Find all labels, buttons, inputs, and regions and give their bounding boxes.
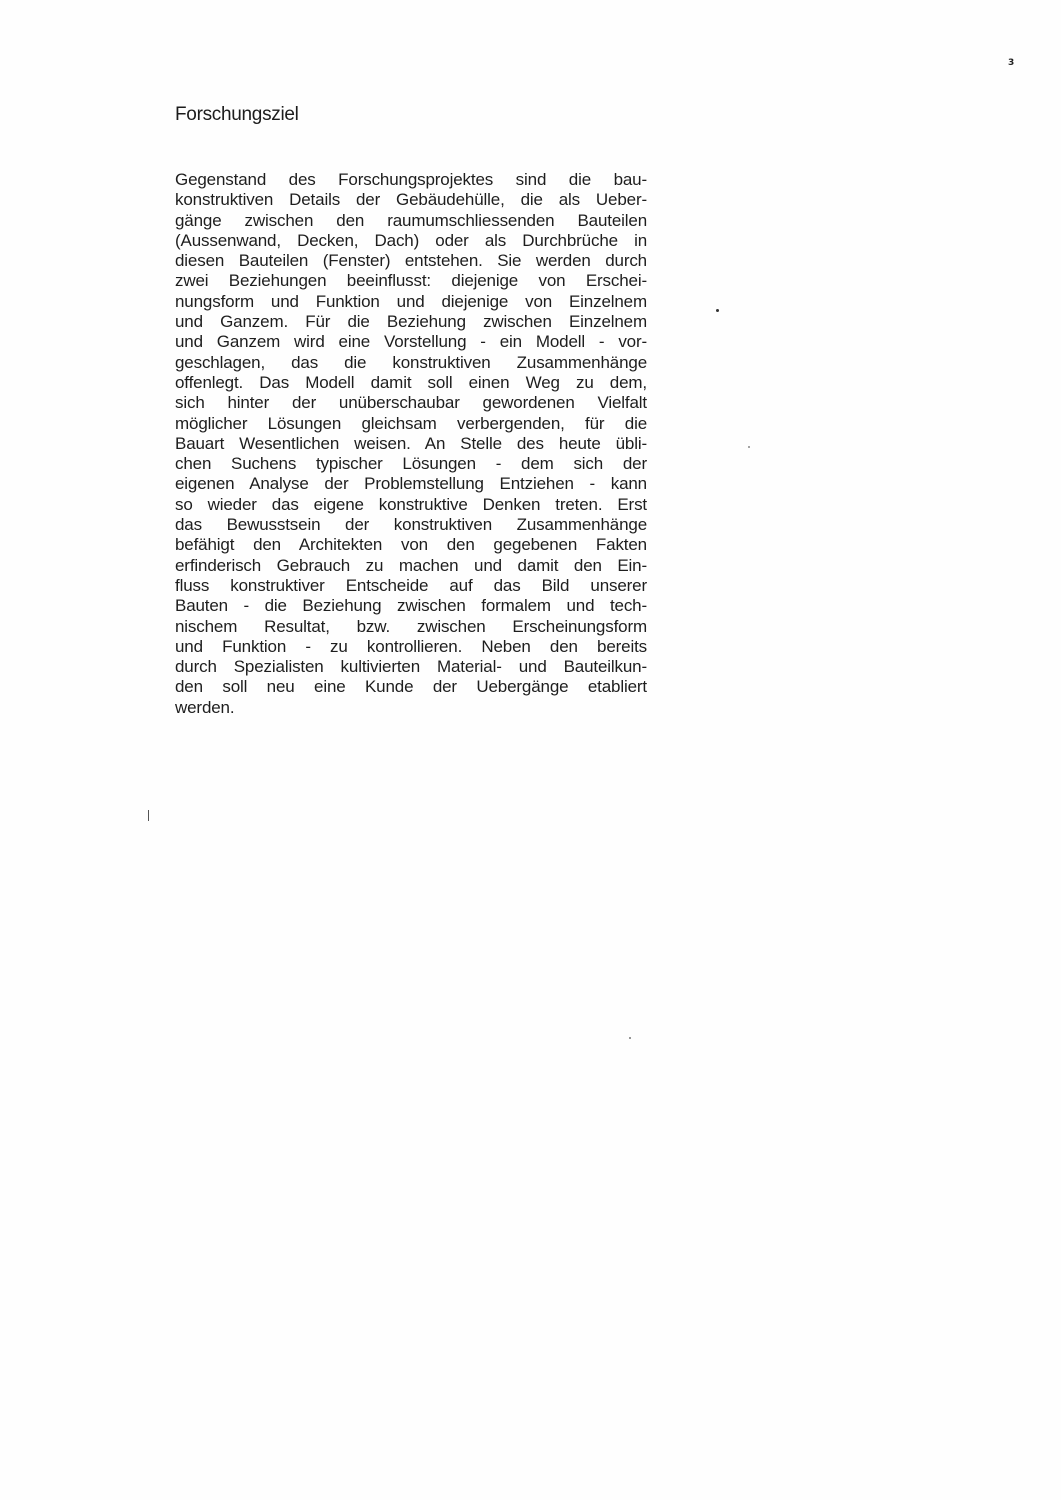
paragraph-line: diesen Bauteilen (Fenster) entstehen. Sie werden durch bbox=[175, 251, 647, 271]
paragraph-line: Bauten - die Beziehung zwischen formalem und tech- bbox=[175, 596, 647, 616]
paragraph-line: nungsform und Funktion und diejenige von Einzelnem bbox=[175, 291, 647, 311]
paragraph-line: und Funktion - zu kontrollieren. Neben den bereits bbox=[175, 636, 647, 656]
paragraph-line: zwei Beziehungen beeinflusst: diejenige von Erschei- bbox=[175, 271, 647, 291]
paragraph-line: konstruktiven Details der Gebäudehülle, die als Ueber- bbox=[175, 190, 647, 210]
margin-mark bbox=[148, 810, 149, 821]
paragraph-line: eigenen Analyse der Problemstellung Entziehen - kann bbox=[175, 474, 647, 494]
paragraph-line: fluss konstruktiver Entscheide auf das Bild unserer bbox=[175, 575, 647, 595]
paragraph-line: so wieder das eigene konstruktive Denken treten. Erst bbox=[175, 494, 647, 514]
paragraph-line: und Ganzem. Für die Beziehung zwischen Einzelnem bbox=[175, 312, 647, 332]
paragraph-line: Gegenstand des Forschungsprojektes sind die bau- bbox=[175, 170, 647, 189]
paragraph-line: Bauart Wesentlichen weisen. An Stelle des heute übli- bbox=[175, 433, 647, 453]
paragraph-line: nischem Resultat, bzw. zwischen Erscheinungsform bbox=[175, 616, 647, 636]
paragraph-line: chen Suchens typischer Lösungen - dem sich der bbox=[175, 454, 647, 474]
paragraph-line: das Bewusstsein der konstruktiven Zusammenhänge bbox=[175, 515, 647, 535]
paragraph-line: den soll neu eine Kunde der Uebergänge etabliert bbox=[175, 677, 647, 697]
page-number: 3 bbox=[1008, 58, 1015, 68]
paragraph-line: geschlagen, das die konstruktiven Zusammenhänge bbox=[175, 352, 647, 372]
paragraph-line: befähigt den Architekten von den gegebenen Fakten bbox=[175, 535, 647, 555]
scan-speck bbox=[716, 309, 719, 312]
body-paragraph bbox=[175, 170, 647, 718]
paragraph-line: und Ganzem wird eine Vorstellung - ein Modell - vor- bbox=[175, 332, 647, 352]
paragraph-line: erfinderisch Gebrauch zu machen und damit den Ein- bbox=[175, 555, 647, 575]
paragraph-line: gänge zwischen den raumumschliessenden Bauteilen bbox=[175, 210, 647, 230]
paragraph-line: möglicher Lösungen gleichsam verbergenden, für die bbox=[175, 413, 647, 433]
paragraph-line: (Aussenwand, Decken, Dach) oder als Durchbrüche in bbox=[175, 230, 647, 250]
paragraph-line: durch Spezialisten kultivierten Material- und Bauteilkun- bbox=[175, 657, 647, 677]
section-heading: Forschungsziel bbox=[175, 104, 299, 125]
scan-speck bbox=[748, 446, 750, 448]
scan-speck bbox=[629, 1037, 631, 1039]
paragraph-line: sich hinter der unüberschaubar gewordenen Vielfalt bbox=[175, 393, 647, 413]
paragraph-line: offenlegt. Das Modell damit soll einen Weg zu dem, bbox=[175, 372, 647, 392]
paragraph-line: werden. bbox=[175, 697, 235, 717]
